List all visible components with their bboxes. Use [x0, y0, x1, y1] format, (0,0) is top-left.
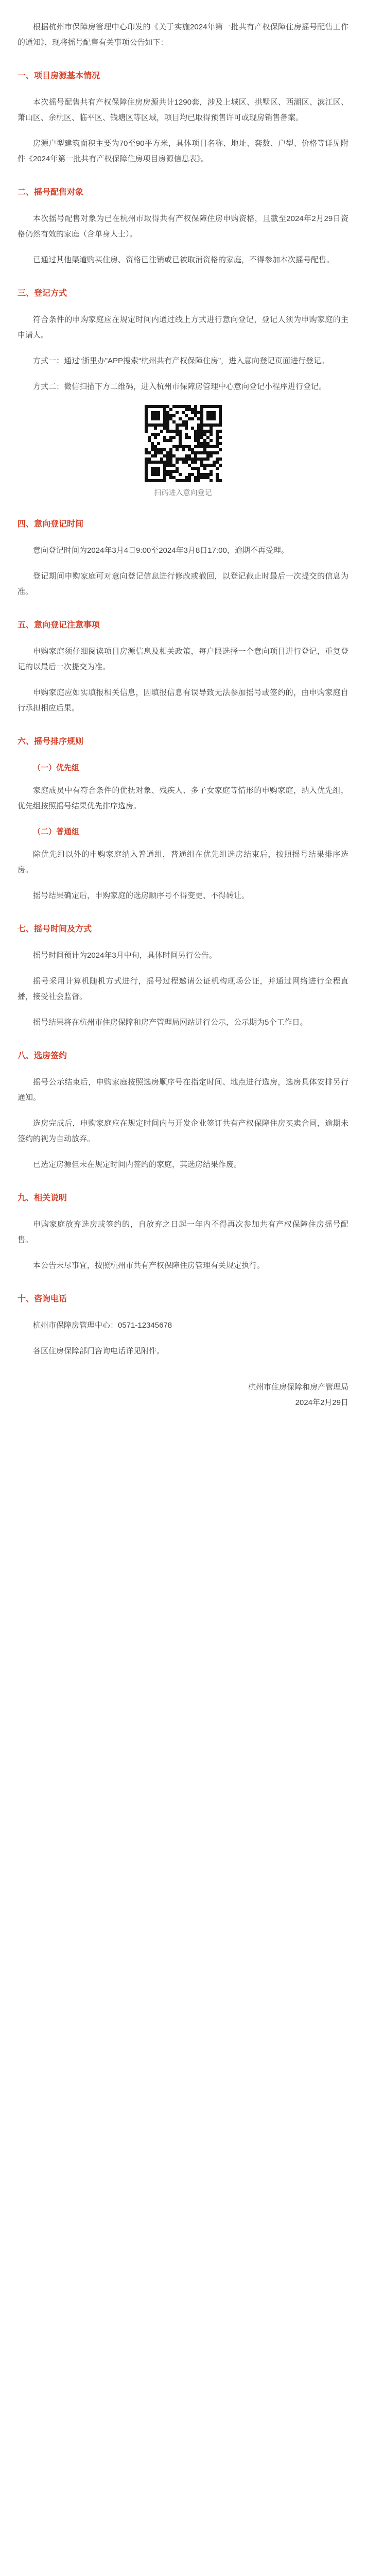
paragraph: 除优先组以外的申购家庭纳入普通组，普通组在优先组选房结束后，按照摇号结果排序选房。 [18, 850, 348, 874]
section-title: 一、项目房源基本情况 [18, 72, 100, 80]
paragraph: 摇号结果确定后，申购家庭的选房顺序号不得变更、不得转让。 [33, 891, 250, 900]
section-title: 九、相关说明 [18, 1194, 67, 1202]
paragraph: 摇号结果将在杭州市住房保障和房产管理局网站进行公示，公示期为5个工作日。 [33, 1018, 308, 1027]
section-title: 八、选房签约 [18, 1052, 67, 1060]
paragraph: 选房完成后，申购家庭应在规定时间内与开发企业签订共有产权保障住房买卖合同，逾期未签约的视为自动放弃。 [18, 1119, 348, 1143]
issue-date: 2024年2月29日 [295, 1398, 348, 1407]
intro-paragraph: 根据杭州市保障房管理中心印发的《关于实施2024年第一批共有产权保障住房摇号配售工作的通知》，现将摇号配售有关事项公告如下： [18, 23, 348, 47]
paragraph: 符合条件的申购家庭应在规定时间内通过线上方式进行意向登记，登记人须为申购家庭的主申请人。 [18, 315, 348, 340]
paragraph: 登记期间申购家庭可对意向登记信息进行修改或撤回，以登记截止时最后一次提交的信息为准。 [18, 572, 348, 596]
section-title: 二、摇号配售对象 [18, 188, 84, 197]
subsection-title: （一）优先组 [33, 764, 80, 772]
paragraph: 摇号时间预计为2024年3月中旬，具体时间另行公告。 [33, 951, 217, 960]
section-title: 十、咨询电话 [18, 1295, 67, 1303]
paragraph: 本次摇号配售对象为已在杭州市取得共有产权保障住房申购资格，且截至2024年2月29日资格仍然有效的家庭（含单身人士）。 [18, 214, 348, 239]
paragraph: 申购家庭放弃选房或签约的，自放弃之日起一年内不得再次参加共有产权保障住房摇号配售。 [18, 1220, 348, 1244]
paragraph: 方式二：微信扫描下方二维码，进入杭州市保障房管理中心意向登记小程序进行登记。 [33, 382, 327, 391]
paragraph: 房源户型建筑面积主要为70至90平方米，具体项目名称、地址、套数、户型、价格等详见附件《2024年第一批共有产权保障住房项目房源信息表》。 [18, 139, 348, 163]
paragraph: 家庭成员中有符合条件的优抚对象、残疾人、多子女家庭等情形的申购家庭，纳入优先组，优先组按照摇号结果优先排序选房。 [18, 786, 348, 810]
qr-code-image[interactable] [145, 405, 222, 482]
paragraph: 各区住房保障部门咨询电话详见附件。 [33, 1347, 165, 1355]
paragraph: 方式一：通过“浙里办”APP搜索“杭州共有产权保障住房”，进入意向登记页面进行登记。 [33, 357, 329, 365]
issuing-organization: 杭州市住房保障和房产管理局 [248, 1383, 348, 1392]
paragraph: 意向登记时间为2024年3月4日9:00至2024年3月8日17:00，逾期不再受理。 [33, 546, 289, 555]
section-title: 七、摇号时间及方式 [18, 925, 92, 934]
paragraph: 申购家庭须仔细阅读项目房源信息及相关政策，每户限选择一个意向项目进行登记，重复登记的以最后一次提交为准。 [18, 647, 348, 671]
paragraph: 本次摇号配售共有产权保障住房房源共计1290套，涉及上城区、拱墅区、西湖区、滨江区、萧山区、余杭区、临平区、钱塘区等区域，项目均已取得预售许可或现房销售备案。 [18, 98, 348, 122]
section-title: 四、意向登记时间 [18, 520, 84, 529]
paragraph: 本公告未尽事宜，按照杭州市共有产权保障住房管理有关规定执行。 [33, 1261, 265, 1270]
paragraph: 摇号采用计算机随机方式进行，摇号过程邀请公证机构现场公证，并通过网络进行全程直播，接受社会监督。 [18, 977, 348, 1001]
section-title: 五、意向登记注意事项 [18, 621, 100, 630]
section-title: 六、摇号排序规则 [18, 737, 84, 746]
paragraph: 已选定房源但未在规定时间内签约的家庭，其选房结果作废。 [33, 1160, 242, 1169]
paragraph: 申购家庭应如实填报相关信息，因填报信息有误导致无法参加摇号或签约的，由申购家庭自行承担相应后果。 [18, 688, 348, 713]
paragraph: 摇号公示结束后，申购家庭按照选房顺序号在指定时间、地点进行选房，选房具体安排另行通知。 [18, 1078, 348, 1102]
qr-caption: 扫码进入意向登记 [154, 488, 212, 497]
signature-block [18, 1380, 348, 1411]
section-title: 三、登记方式 [18, 289, 67, 298]
paragraph: 已通过其他渠道购买住房、资格已注销或已被取消资格的家庭，不得参加本次摇号配售。 [33, 256, 335, 264]
contact-paragraph: 杭州市保障房管理中心：0571-12345678 [33, 1321, 172, 1330]
qr-code-block [18, 405, 348, 482]
subsection-title: （二）普通组 [33, 827, 80, 836]
